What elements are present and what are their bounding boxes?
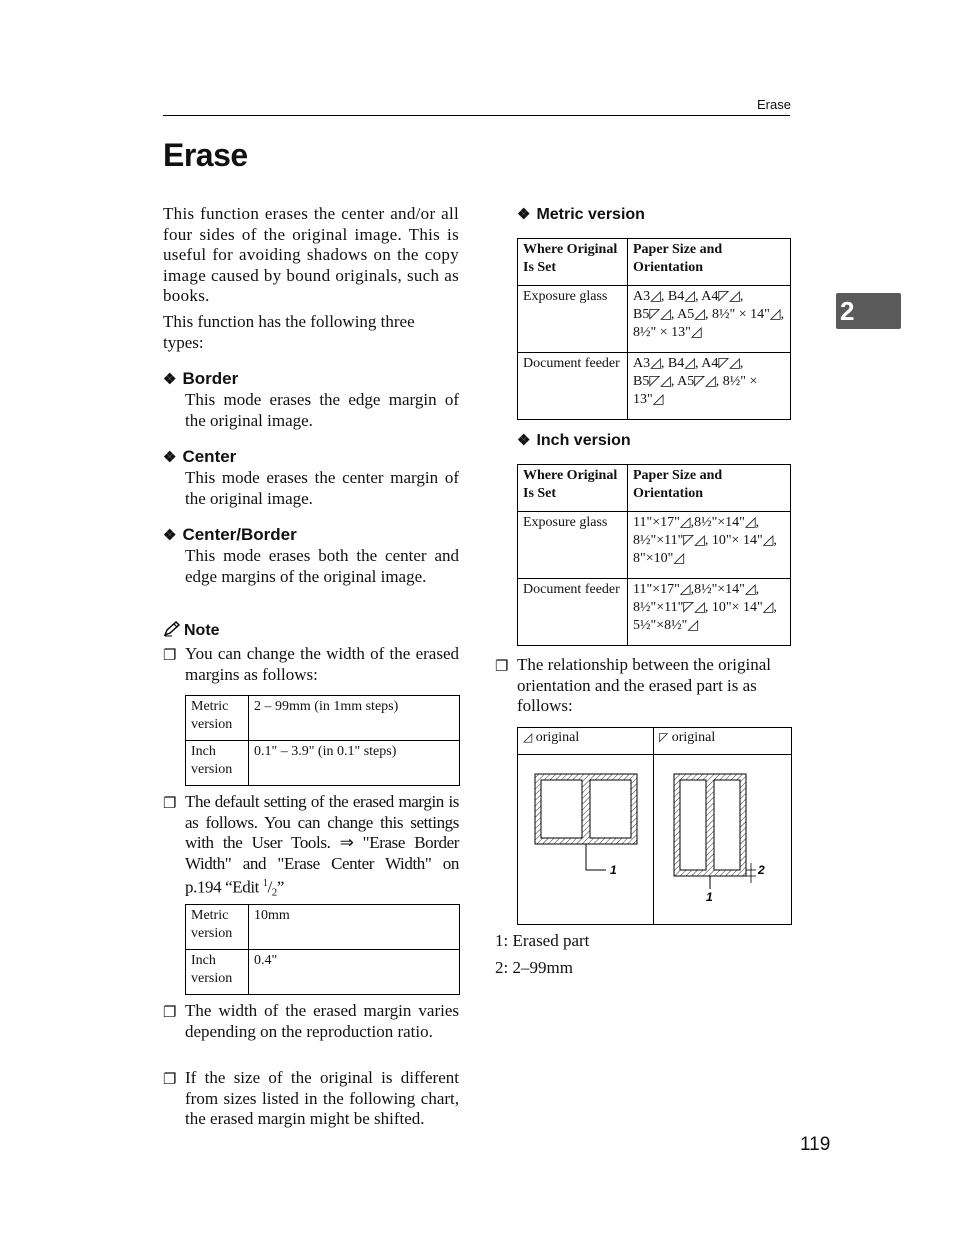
mode-desc-center: This mode erases the center margin of the original image.: [185, 468, 459, 508]
mode-heading-center: ❖ Center: [163, 447, 237, 466]
table-cell: Metric version: [186, 905, 249, 950]
table-row: [518, 286, 791, 353]
inch-size-table: [517, 464, 791, 646]
note-item-2: The default setting of the erased margin is as follows. You can change this settings with the User Tools. ⇒ "Erase Border Width" and "Erase Center Width" on p.194 “Edit $^1$/2”: [185, 792, 459, 899]
checkbox-bullet-icon: ❐: [163, 796, 177, 812]
table-header: Paper Size and Orientation: [628, 465, 791, 512]
table-header: Where Original Is Set: [518, 465, 628, 512]
checkbox-bullet-icon: ❐: [163, 648, 177, 664]
diamond-icon: ❖: [517, 432, 531, 449]
relationship-text: The relationship between the original orientation and the erased part is as follows:: [517, 655, 771, 715]
page-area: [590, 780, 631, 838]
portrait-original-label: ◸ original: [659, 730, 716, 745]
header-rule: [163, 115, 790, 116]
erase-diagram: [518, 755, 791, 924]
callout-label: 2: [758, 863, 765, 877]
note-item-1: You can change the width of the erased margins as follows:: [185, 644, 459, 684]
mode-desc-border: This mode erases the edge margin of the original image.: [185, 390, 459, 430]
metric-size-table: [517, 238, 791, 420]
note-item-3: The width of the erased margin varies depending on the reproduction ratio.: [185, 1001, 459, 1041]
table-row: [186, 741, 460, 786]
page-number: 119: [800, 1134, 831, 1155]
table-header: Where Original Is Set: [518, 239, 628, 286]
table-cell: Document feeder: [518, 579, 628, 646]
running-header: Erase: [757, 97, 791, 112]
table-cell: 11"×17"◿,8½"×14"◿, 8½"×11"◸◿, 10"× 14"◿, 5½"×8½"◿: [628, 579, 791, 646]
mode-heading-border: ❖ Border: [163, 369, 239, 388]
legend-item: 1: Erased part: [495, 931, 590, 950]
table-row: [186, 696, 460, 741]
portrait-orientation-icon: ◸: [659, 730, 669, 744]
callout-label: 1: [610, 863, 617, 877]
table-cell: A3◿, B4◿, A4◸◿, B5◸◿, A5◸◿, 8½" × 13"◿: [628, 353, 791, 420]
landscape-original-label: ◿ original: [523, 730, 580, 745]
table-row: [518, 239, 791, 286]
metric-heading: ❖ Metric version: [517, 206, 645, 223]
table-row: [518, 579, 791, 646]
intro-paragraph: This function erases the center and/or all four sides of the original image. This is useful for avoiding shadows on the copy image caused by bound originals, such as books.: [163, 204, 459, 305]
table-cell: 10mm: [249, 905, 460, 950]
legend-item: 2: 2–99mm: [495, 958, 573, 977]
table-cell: 2 – 99mm (in 1mm steps): [249, 696, 460, 741]
pencil-icon: [163, 621, 181, 637]
diamond-icon: ❖: [163, 449, 177, 466]
table-row: [186, 950, 460, 995]
mode-heading-center-border: ❖ Center/Border: [163, 525, 297, 544]
table-cell: Inch version: [186, 950, 249, 995]
page-area: [541, 780, 582, 838]
table-row: [518, 353, 791, 420]
orientation-diagram: [517, 727, 792, 925]
landscape-orientation-icon: ◿: [523, 730, 533, 744]
diamond-icon: ❖: [517, 206, 531, 223]
checkbox-bullet-icon: ❐: [163, 1072, 177, 1088]
table-cell: 11"×17"◿,8½"×14"◿, 8½"×11"◸◿, 10"× 14"◿, 8"×10"◿: [628, 512, 791, 579]
note-heading: Note: [163, 621, 220, 640]
intro-types: This function has the following three types:: [163, 312, 415, 352]
note-item-4: If the size of the original is different from sizes listed in the following chart, the erased margin might be shifted.: [185, 1068, 459, 1128]
table-row: [518, 512, 791, 579]
diamond-icon: ❖: [163, 371, 177, 388]
checkbox-bullet-icon: ❐: [163, 1005, 177, 1021]
table-header: Paper Size and Orientation: [628, 239, 791, 286]
checkbox-bullet-icon: ❐: [495, 659, 509, 675]
chapter-tab: 2: [836, 293, 901, 329]
inch-heading: ❖ Inch version: [517, 432, 631, 449]
page-area: [714, 780, 740, 870]
table-cell: Document feeder: [518, 353, 628, 420]
table-row: [186, 905, 460, 950]
mode-desc-center-border: This mode erases both the center and edge margins of the original image.: [185, 546, 459, 586]
table-cell: Inch version: [186, 741, 249, 786]
table-cell: 0.1" – 3.9" (in 0.1" steps): [249, 741, 460, 786]
table-cell: 0.4": [249, 950, 460, 995]
page-title: Erase: [163, 137, 248, 173]
table-row: [518, 465, 791, 512]
table-cell: Exposure glass: [518, 512, 628, 579]
default-margin-table: [185, 904, 460, 995]
callout-label: 1: [706, 890, 713, 904]
page-area: [680, 780, 706, 870]
diamond-icon: ❖: [163, 527, 177, 544]
table-cell: Exposure glass: [518, 286, 628, 353]
table-cell: A3◿, B4◿, A4◸◿, B5◸◿, A5◿, 8½" × 14"◿, 8½" × 13"◿: [628, 286, 791, 353]
table-cell: Metric version: [186, 696, 249, 741]
callout-line: [586, 844, 606, 870]
margin-range-table: [185, 695, 460, 786]
